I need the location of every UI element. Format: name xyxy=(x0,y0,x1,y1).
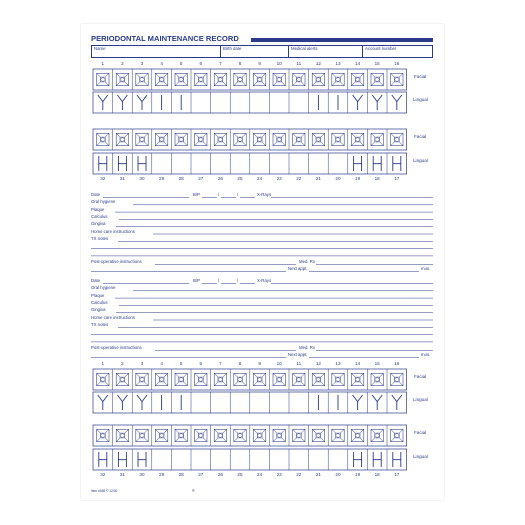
gingiva-label: Gingiva xyxy=(91,307,106,313)
tooth-crown-icon xyxy=(253,73,265,85)
tooth-crown-icon xyxy=(155,373,167,385)
h-root-icon xyxy=(373,156,381,171)
h-root-icon xyxy=(138,156,146,171)
bp-label: B/P xyxy=(193,278,200,283)
tooth-number: 20 xyxy=(335,176,341,181)
tooth-crown-icon xyxy=(175,73,187,85)
bp-label: B/P xyxy=(193,192,200,197)
tooth-number: 18 xyxy=(374,176,380,181)
plaque-label: Plaque xyxy=(91,206,105,212)
tooth-crown-icon xyxy=(391,429,403,441)
tooth-number: 11 xyxy=(296,361,302,366)
tooth-crown-icon xyxy=(97,73,109,85)
tooth-number: 12 xyxy=(315,61,321,66)
tooth-number: 25 xyxy=(237,472,243,477)
tooth-number: 4 xyxy=(160,61,163,66)
tooth-crown-icon xyxy=(175,373,187,385)
tooth-number: 32 xyxy=(100,176,106,181)
form-title: PERIODONTAL MAINTENANCE RECORD xyxy=(91,34,239,43)
y-root-icon xyxy=(372,395,382,410)
bp-slash: / xyxy=(237,192,239,197)
h-root-icon xyxy=(138,452,146,467)
tooth-crown-icon xyxy=(214,373,226,385)
tooth-number: 1 xyxy=(101,361,105,366)
tooth-crown-icon xyxy=(332,133,344,145)
gingiva-label: Gingiva xyxy=(91,221,106,227)
tooth-number: 7 xyxy=(219,361,222,366)
tooth-number: 5 xyxy=(179,61,183,66)
tooth-number: 15 xyxy=(374,361,380,366)
field-medical-alerts[interactable]: Medical alerts xyxy=(291,46,318,51)
tooth-crown-icon xyxy=(273,133,285,145)
tooth-crown-icon xyxy=(195,373,207,385)
tooth-crown-icon xyxy=(351,373,363,385)
lingual-label: Lingual xyxy=(413,454,428,459)
tooth-crown-icon xyxy=(273,429,285,441)
tooth-number: 21 xyxy=(315,176,321,181)
next-appt-label: Next appt. xyxy=(288,266,308,272)
tooth-number: 24 xyxy=(257,176,263,181)
tooth-number: 9 xyxy=(258,61,261,66)
tooth-number: 5 xyxy=(179,361,183,366)
tooth-number: 16 xyxy=(394,361,400,366)
tooth-crown-icon xyxy=(391,133,403,145)
tooth-crown-icon xyxy=(312,133,324,145)
tooth-crown-icon xyxy=(253,373,265,385)
tooth-crown-icon xyxy=(234,429,246,441)
tooth-number: 29 xyxy=(159,472,165,477)
tooth-crown-icon xyxy=(136,73,148,85)
y-root-icon xyxy=(98,95,108,110)
tooth-crown-icon xyxy=(195,429,207,441)
tooth-crown-icon xyxy=(97,373,109,385)
tooth-number: 9 xyxy=(258,361,261,366)
tooth-number: 8 xyxy=(238,61,242,66)
tooth-number: 6 xyxy=(199,61,203,66)
tooth-number: 10 xyxy=(276,361,282,366)
h-root-icon xyxy=(354,452,362,467)
footer-item-code: Item #056 © 12/00 xyxy=(91,489,118,493)
oral-hygiene-label: Oral hygiene xyxy=(91,199,116,205)
tooth-crown-icon xyxy=(116,373,128,385)
record-sheet xyxy=(81,24,444,500)
y-root-icon xyxy=(392,395,402,410)
tooth-crown-icon xyxy=(214,429,226,441)
tooth-crown-icon xyxy=(175,133,187,145)
tooth-number: 22 xyxy=(296,176,302,181)
h-root-icon xyxy=(373,452,381,467)
post-op-label: Post-operative instructions xyxy=(91,258,142,264)
h-root-icon xyxy=(99,156,107,171)
y-root-icon xyxy=(392,95,402,110)
tooth-number: 2 xyxy=(121,361,124,366)
tooth-number: 10 xyxy=(276,61,282,66)
tooth-number: 23 xyxy=(276,472,282,477)
tooth-crown-icon xyxy=(351,133,363,145)
tooth-number: 2 xyxy=(121,61,124,66)
tooth-number: 15 xyxy=(374,61,380,66)
tooth-number: 7 xyxy=(219,61,222,66)
tooth-number: 3 xyxy=(140,61,144,66)
tx-notes-label: TX notes xyxy=(91,321,109,327)
tooth-crown-icon xyxy=(371,133,383,145)
tooth-crown-icon xyxy=(195,133,207,145)
tooth-crown-icon xyxy=(175,429,187,441)
y-root-icon xyxy=(353,395,363,410)
tooth-crown-icon xyxy=(332,429,344,441)
tooth-crown-icon xyxy=(312,429,324,441)
tooth-crown-icon xyxy=(253,133,265,145)
tooth-crown-icon xyxy=(293,133,305,145)
h-root-icon xyxy=(393,452,401,467)
tooth-number: 19 xyxy=(355,176,361,181)
tooth-number: 11 xyxy=(296,61,302,66)
tooth-number: 13 xyxy=(335,61,341,66)
tooth-number: 28 xyxy=(178,472,184,477)
tooth-number: 27 xyxy=(198,472,204,477)
tooth-number: 17 xyxy=(394,472,400,477)
tooth-crown-icon xyxy=(155,429,167,441)
tooth-crown-icon xyxy=(116,133,128,145)
bp-slash: / xyxy=(218,192,220,197)
plaque-label: Plaque xyxy=(91,292,105,298)
tooth-crown-icon xyxy=(371,373,383,385)
footer-mark: ® xyxy=(192,489,195,493)
tooth-crown-icon xyxy=(136,429,148,441)
facial-label: Facial xyxy=(414,374,427,379)
tooth-crown-icon xyxy=(273,373,285,385)
tooth-number: 27 xyxy=(198,176,204,181)
tooth-crown-icon xyxy=(155,73,167,85)
tooth-number: 12 xyxy=(315,361,321,366)
tooth-number: 13 xyxy=(335,361,341,366)
lingual-label: Lingual xyxy=(413,397,428,402)
tooth-crown-icon xyxy=(293,373,305,385)
h-root-icon xyxy=(393,156,401,171)
tooth-crown-icon xyxy=(195,73,207,85)
y-root-icon xyxy=(98,395,108,410)
tooth-crown-icon xyxy=(273,73,285,85)
tooth-number: 31 xyxy=(119,472,125,477)
tooth-crown-icon xyxy=(97,429,109,441)
facial-label: Facial xyxy=(414,134,427,139)
lingual-label: Lingual xyxy=(413,158,428,163)
tooth-crown-icon xyxy=(371,73,383,85)
tooth-crown-icon xyxy=(371,429,383,441)
y-root-icon xyxy=(353,95,363,110)
y-root-icon xyxy=(137,395,147,410)
tooth-crown-icon xyxy=(155,133,167,145)
tooth-number: 17 xyxy=(394,176,400,181)
tooth-number: 26 xyxy=(217,176,223,181)
h-root-icon xyxy=(118,156,126,171)
tooth-number: 16 xyxy=(394,61,400,66)
oral-hygiene-label: Oral hygiene xyxy=(91,285,116,291)
date-label: Date xyxy=(91,278,101,283)
tooth-crown-icon xyxy=(116,429,128,441)
med-rx-label: Med. Rx xyxy=(299,344,315,350)
tooth-number: 18 xyxy=(374,472,380,477)
tooth-crown-icon xyxy=(136,133,148,145)
tooth-number: 3 xyxy=(140,361,144,366)
tooth-number: 22 xyxy=(296,472,302,477)
tooth-crown-icon xyxy=(253,429,265,441)
tooth-number: 31 xyxy=(119,176,125,181)
tooth-crown-icon xyxy=(234,133,246,145)
tooth-crown-icon xyxy=(214,73,226,85)
tooth-number: 19 xyxy=(355,472,361,477)
tooth-crown-icon xyxy=(332,373,344,385)
tooth-crown-icon xyxy=(293,73,305,85)
tooth-number: 29 xyxy=(159,176,165,181)
tooth-crown-icon xyxy=(214,133,226,145)
tooth-number: 24 xyxy=(257,472,263,477)
date-label: Date xyxy=(91,192,101,197)
tooth-crown-icon xyxy=(312,73,324,85)
facial-label: Facial xyxy=(414,74,427,79)
y-root-icon xyxy=(372,95,382,110)
h-root-icon xyxy=(118,452,126,467)
tooth-number: 26 xyxy=(217,472,223,477)
post-op-label: Post-operative instructions xyxy=(91,344,142,350)
bp-slash: / xyxy=(218,278,220,283)
y-root-icon xyxy=(117,95,127,110)
tooth-crown-icon xyxy=(391,373,403,385)
tooth-number: 8 xyxy=(238,361,242,366)
bp-slash: / xyxy=(237,278,239,283)
tooth-number: 21 xyxy=(315,472,321,477)
tooth-number: 25 xyxy=(237,176,243,181)
mos-label: mos. xyxy=(421,266,431,272)
field-account-number[interactable]: Account number xyxy=(365,46,397,51)
calculus-label: Calculus xyxy=(91,213,108,219)
facial-label: Facial xyxy=(414,430,427,435)
tooth-number: 14 xyxy=(355,361,361,366)
tooth-number: 14 xyxy=(355,61,361,66)
tooth-number: 20 xyxy=(335,472,341,477)
tooth-crown-icon xyxy=(136,373,148,385)
tooth-crown-icon xyxy=(234,73,246,85)
tooth-number: 1 xyxy=(101,61,105,66)
y-root-icon xyxy=(117,395,127,410)
tooth-crown-icon xyxy=(97,133,109,145)
xrays-label: X-Rays xyxy=(257,192,272,197)
tooth-number: 6 xyxy=(199,361,203,366)
home-care-label: Home care instructions xyxy=(91,314,135,320)
next-appt-label: Next appt. xyxy=(288,352,308,358)
lingual-label: Lingual xyxy=(413,97,428,102)
tooth-crown-icon xyxy=(351,429,363,441)
tx-notes-label: TX notes xyxy=(91,235,109,241)
home-care-label: Home care instructions xyxy=(91,228,135,234)
field-birth-date[interactable]: Birth date xyxy=(223,46,242,51)
tooth-crown-icon xyxy=(351,73,363,85)
xrays-label: X-Rays xyxy=(257,278,272,283)
mos-label: mos. xyxy=(421,352,431,358)
tooth-number: 4 xyxy=(160,361,163,366)
tooth-crown-icon xyxy=(234,373,246,385)
med-rx-label: Med. Rx xyxy=(299,258,315,264)
tooth-number: 28 xyxy=(178,176,184,181)
tooth-number: 30 xyxy=(139,176,145,181)
h-root-icon xyxy=(354,156,362,171)
calculus-label: Calculus xyxy=(91,299,108,305)
tooth-number: 32 xyxy=(100,472,106,477)
tooth-crown-icon xyxy=(293,429,305,441)
tooth-number: 30 xyxy=(139,472,145,477)
field-name[interactable]: Name xyxy=(94,46,106,51)
tooth-number: 23 xyxy=(276,176,282,181)
tooth-crown-icon xyxy=(332,73,344,85)
tooth-crown-icon xyxy=(116,73,128,85)
y-root-icon xyxy=(137,95,147,110)
tooth-crown-icon xyxy=(312,373,324,385)
h-root-icon xyxy=(99,452,107,467)
tooth-crown-icon xyxy=(391,73,403,85)
